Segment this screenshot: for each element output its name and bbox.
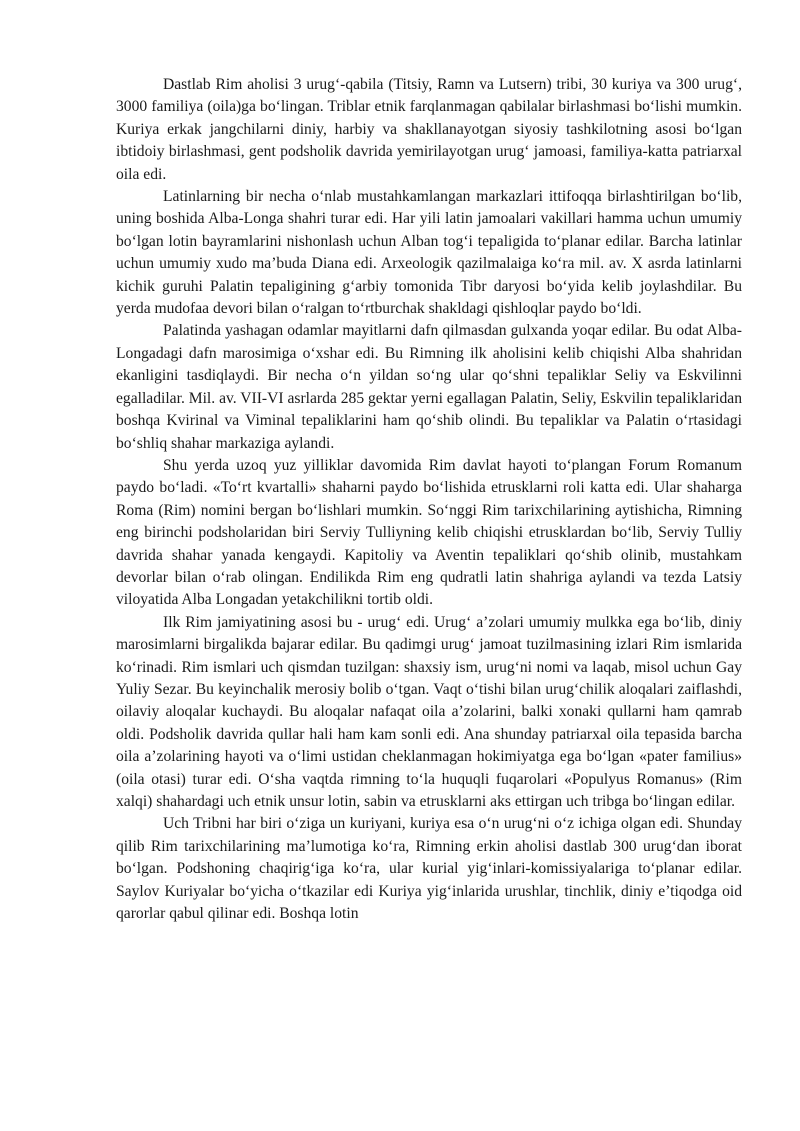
- paragraph-6: Uch Tribni har biri o‘ziga un kuriyani, kuriya esa o‘n urug‘ni o‘z ichiga olgan edi. Shunday qilib Rim tarixchilarining ma’lumotiga ko‘ra, Rimning erkin aholisi dastlab 300 urug‘dan iborat bo‘lgan. Podshoning chaqirig‘iga ko‘ra, ular kurial yig‘inlari-komissiyalariga to‘planar edilar. Saylov Kuriyalar bo‘yicha o‘tkazilar edi Kuriya yig‘inlarida urushlar, tinchlik, diniy e’tiqodga oid qarorlar qabul qilinar edi. Boshqa lotin: [116, 815, 742, 923]
- paragraph-1: Dastlab Rim aholisi 3 urug‘-qabila (Titsiy, Ramn va Lutsern) tribi, 30 kuriya va 300 urug‘, 3000 familiya (oila)ga bo‘lingan. Triblar etnik farqlanmagan qabilalar birlashmasi bo‘lishi mumkin. Kuriya erkak jangchilarni diniy, harbiy va shakllanayotgan siyosiy tashkilotning asosi bo‘lgan ibtidoiy birlashmasi, gent podsholik davrida yemirilayotgan urug‘ jamoasi, familiya-katta patriarxal oila edi.: [116, 76, 742, 183]
- paragraph-4: Shu yerda uzoq yuz yilliklar davomida Rim davlat hayoti to‘plangan Forum Romanum paydo bo‘ladi. «To‘rt kvartalli» shaharni paydo bo‘lishida etrusklarni roli katta edi. Ular shaharga Roma (Rim) nomini bergan bo‘lishlari mumkin. So‘nggi Rim tarixchilarining aytishicha, Rimning eng birinchi podsholaridan biri Serviy Tulliyning kelib chiqishi etrusklardan bo‘lib, Serviy Tulliy davrida shahar yanada kengaydi. Kapitoliy va Aventin tepaliklari qo‘shib olinib, mustahkam devorlar bilan o‘rab olingan. Endilikda Rim eng qudratli latin shahriga aylandi va tezda Latsiy viloyatida Alba Longadan yetakchilikni tortib oldi.: [116, 456, 742, 609]
- paragraph-2: Latinlarning bir necha o‘nlab mustahkamlangan markazlari ittifoqqa birlashtirilgan bo‘lib, uning boshida Alba-Longa shahri turar edi. Har yili latin jamoalari vakillari hamma uchun umumiy bo‘lgan lotin bayramlarini nishonlash uchun Alban tog‘i tepaligida to‘planar edilar. Barcha latinlar uchun umumiy xudo ma’buda Diana edi. Arxeologik qazilmalaiga ko‘ra mil. av. X asrda latinlarni kichik guruhi Palatin tepaligining g‘arbiy tomonida Tibr daryosi bo‘yida kelib joylashdilar. Bu yerda mudofaa devori bilan o‘ralgan to‘rtburchak shakldagi qishloqlar paydo bo‘ldi.: [116, 188, 742, 318]
- paragraph-5: Ilk Rim jamiyatining asosi bu - urug‘ edi. Urug‘ a’zolari umumiy mulkka ega bo‘lib, diniy marosimlarni birgalikda bajarar edilar. Bu qadimgi urug‘ jamoat tuzilmasining izlari Rim ismlarida ko‘rinadi. Rim ismlari uch qismdan tuzilgan: shaxsiy ism, urug‘ni nomi va laqab, misol uchun Gay Yuliy Sezar. Bu keyinchalik merosiy bolib o‘tgan. Vaqt o‘tishi bilan urug‘chilik aloqalari zaiflashdi, oilaviy aloqalar kuchaydi. Bu aloqalar nafaqat oila a’zolarini, balki xonaki qullarni ham qamrab oldi. Podsholik davrida qullar hali ham kam sonli edi. Ana shunday patriarxal oila tepasida barcha oila a’zolarining hayoti va o‘limi ustidan cheklanmagan hokimiyatga ega bo‘lgan «pater familius» (oila otasi) turar edi. O‘sha vaqtda rimning to‘la huquqli fuqarolari «Populyus Romanus» (Rim xalqi) shahardagi uch etnik unsur lotin, sabin va etrusklarni aks ettirgan uch tribga bo‘lingan edilar.: [116, 613, 742, 810]
- document-page: [116, 74, 742, 925]
- paragraph-3: Palatinda yashagan odamlar mayitlarni dafn qilmasdan gulxanda yoqar edilar. Bu odat Alba-Longadagi dafn marosimiga o‘xshar edi. Bu Rimning ilk aholisini kelib chiqishi Alba shahridan ekanligini tasdiqlaydi. Bir necha o‘n yildan so‘ng ular qo‘shni tepaliklar Seliy va Eskvilinni egalladilar. Mil. av. VII-VI asrlarda 285 gektar yerni egallagan Palatin, Seliy, Eskvilin tepaliklaridan boshqa Kvirinal va Viminal tepaliklarini ham qo‘shib olindi. Bu tepaliklar va Palatin o‘rtasidagi bo‘shliq shahar markaziga aylandi.: [116, 322, 743, 452]
